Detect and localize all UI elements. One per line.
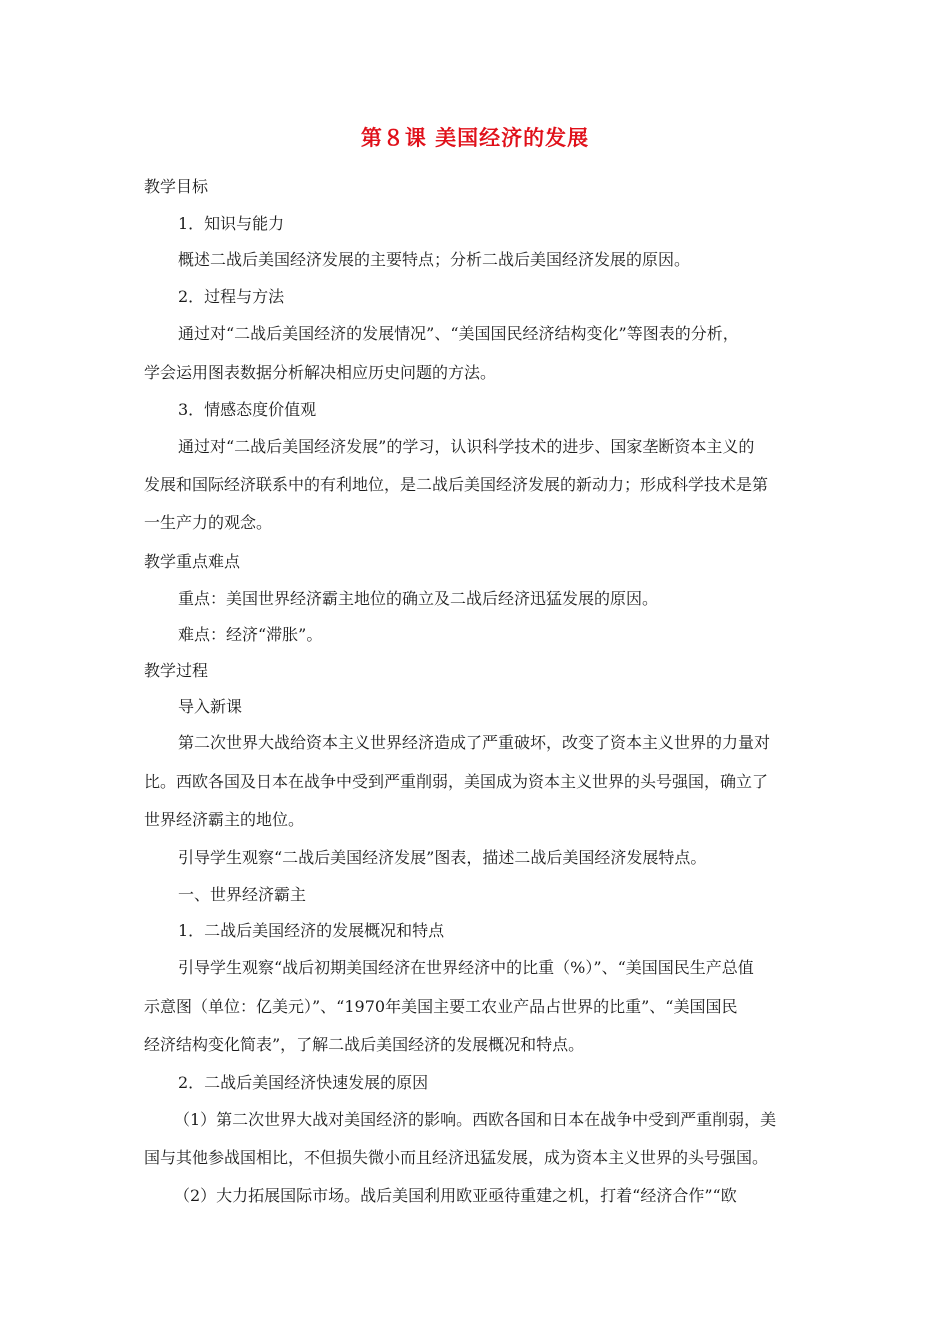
subheading-overview: 1．二战后美国经济的发展概况和特点: [178, 921, 445, 940]
paragraph-line: 发展和国际经济联系中的有利地位，是二战后美国经济发展的新动力；形成科学技术是第: [144, 475, 769, 494]
paragraph-line: 引导学生观察“战后初期美国经济在世界经济中的比重（%）”、“美国国民生产总值: [178, 958, 754, 977]
paragraph-line: 重点：美国世界经济霸主地位的确立及二战后经济迅猛发展的原因。: [178, 589, 659, 608]
paragraph-line: 国与其他参战国相比，不但损失微小而且经济迅猛发展，成为资本主义世界的头号强国。: [144, 1148, 769, 1167]
paragraph-line: 学会运用图表数据分析解决相应历史问题的方法。: [144, 363, 497, 382]
subheading-reasons: 2．二战后美国经济快速发展的原因: [178, 1073, 429, 1092]
section-heading-objectives: 教学目标: [144, 177, 209, 196]
paragraph-line: 难点：经济“滞胀”。: [178, 625, 323, 644]
paragraph-line: 概述二战后美国经济发展的主要特点；分析二战后美国经济发展的原因。: [178, 250, 691, 269]
paragraph-line: 第二次世界大战给资本主义世界经济造成了严重破坏，改变了资本主义世界的力量对: [178, 733, 771, 752]
paragraph-line: 经济结构变化简表”，了解二战后美国经济的发展概况和特点。: [144, 1035, 585, 1054]
paragraph-line: （1）第二次世界大战对美国经济的影响。西欧各国和日本在战争中受到严重削弱，美: [174, 1110, 777, 1129]
paragraph-line: 通过对“二战后美国经济的发展情况”、“美国国民经济结构变化”等图表的分析，: [178, 324, 739, 343]
subheading-emotion: 3．情感态度价值观: [178, 400, 317, 419]
subheading-economic-hegemon: 一、世界经济霸主: [178, 885, 307, 904]
paragraph-line: 比。西欧各国及日本在战争中受到严重削弱，美国成为资本主义世界的头号强国，确立了: [144, 772, 769, 791]
paragraph-line: 世界经济霸主的地位。: [144, 810, 305, 829]
paragraph-line: 引导学生观察“二战后美国经济发展”图表，描述二战后美国经济发展特点。: [178, 848, 707, 867]
subheading-process: 2．过程与方法: [178, 287, 285, 306]
paragraph-line: 通过对“二战后美国经济发展”的学习，认识科学技术的进步、国家垄断资本主义的: [178, 437, 755, 456]
subheading-intro: 导入新课: [178, 697, 243, 716]
section-heading-keypoints: 教学重点难点: [144, 552, 241, 571]
paragraph-line: 一生产力的观念。: [144, 513, 273, 532]
paragraph-line: （2）大力拓展国际市场。战后美国利用欧亚亟待重建之机，打着“经济合作”“欧: [174, 1186, 737, 1205]
paragraph-line: 示意图（单位：亿美元）”、“1970年美国主要工农业产品占世界的比重”、“美国国民: [144, 997, 738, 1016]
section-heading-process: 教学过程: [144, 661, 209, 680]
page-title: 第８课 美国经济的发展: [360, 126, 590, 150]
subheading-knowledge: 1．知识与能力: [178, 214, 285, 233]
